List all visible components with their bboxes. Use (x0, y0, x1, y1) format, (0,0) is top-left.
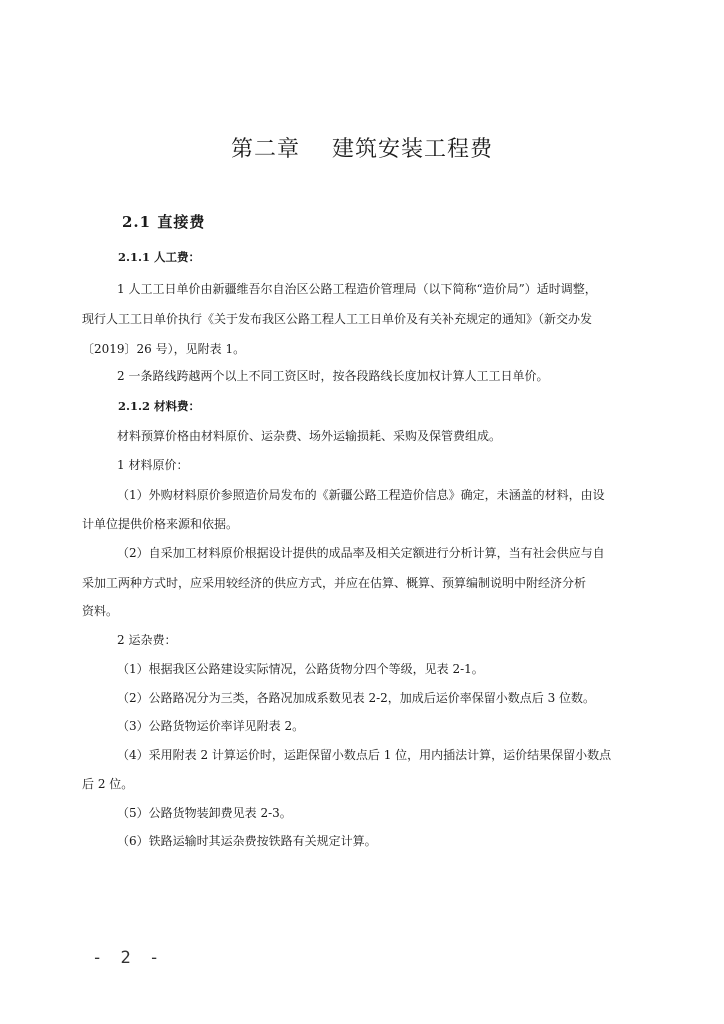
paragraph-line: （2）公路路况分为三类，各路况加成系数见表 2-2，加成后运价率保留小数点后 3 位数。 (117, 691, 596, 705)
subsection-labor-title: 2.1.1 人工费： (118, 250, 201, 264)
paragraph-line: 后 2 位。 (82, 777, 134, 791)
paragraph-line: 采加工两种方式时，应采用较经济的供应方式，并应在估算、概算、预算编制说明中附经济分析 (82, 576, 587, 590)
paragraph-line: 2 运杂费： (117, 633, 177, 647)
paragraph-line: （4）采用附表 2 计算运价时，运距保留小数点后 1 位，用内插法计算，运价结果保留小数点 (117, 748, 612, 762)
paragraph-line: （1）根据我区公路建设实际情况，公路货物分四个等级，见表 2-1。 (117, 662, 484, 676)
paragraph-line: 1 材料原价： (117, 458, 189, 472)
paragraph-line: （1）外购材料原价参照造价局发布的《新疆公路工程造价信息》确定，未涵盖的材料，由设 (117, 488, 605, 502)
paragraph-line: （2）自采加工材料原价根据设计提供的成品率及相关定额进行分析计算，当有社会供应与自 (117, 546, 605, 560)
paragraph-line: 资料。 (82, 604, 119, 618)
page-number: - 2 - (92, 948, 164, 968)
paragraph-line: （3）公路货物运价率详见附表 2。 (117, 719, 305, 733)
paragraph-line: 〔2019〕26 号），见附表 1。 (82, 342, 246, 356)
paragraph-line: 材料预算价格由材料原价、运杂费、场外运输损耗、采购及保管费组成。 (117, 429, 502, 443)
section-title: 2.1 直接费 (122, 213, 206, 231)
subsection-material-title: 2.1.2 材料费： (118, 399, 201, 413)
paragraph-line: （6）铁路运输时其运杂费按铁路有关规定计算。 (117, 834, 377, 848)
paragraph-line: 2 一条路线跨越两个以上不同工资区时，按各段路线长度加权计算人工工日单价。 (117, 369, 549, 383)
paragraph-line: 现行人工工日单价执行《关于发布我区公路工程人工工日单价及有关补充规定的通知》（新交办发 (82, 312, 593, 326)
chapter-title: 第二章 建筑安装工程费 (231, 137, 493, 162)
paragraph-line: 计单位提供价格来源和依据。 (82, 517, 239, 531)
paragraph-line: 1 人工工日单价由新疆维吾尔自治区公路工程造价管理局（以下简称“造价局”）适时调整， (117, 282, 597, 296)
paragraph-line: （5）公路货物装卸费见表 2-3。 (117, 806, 292, 820)
